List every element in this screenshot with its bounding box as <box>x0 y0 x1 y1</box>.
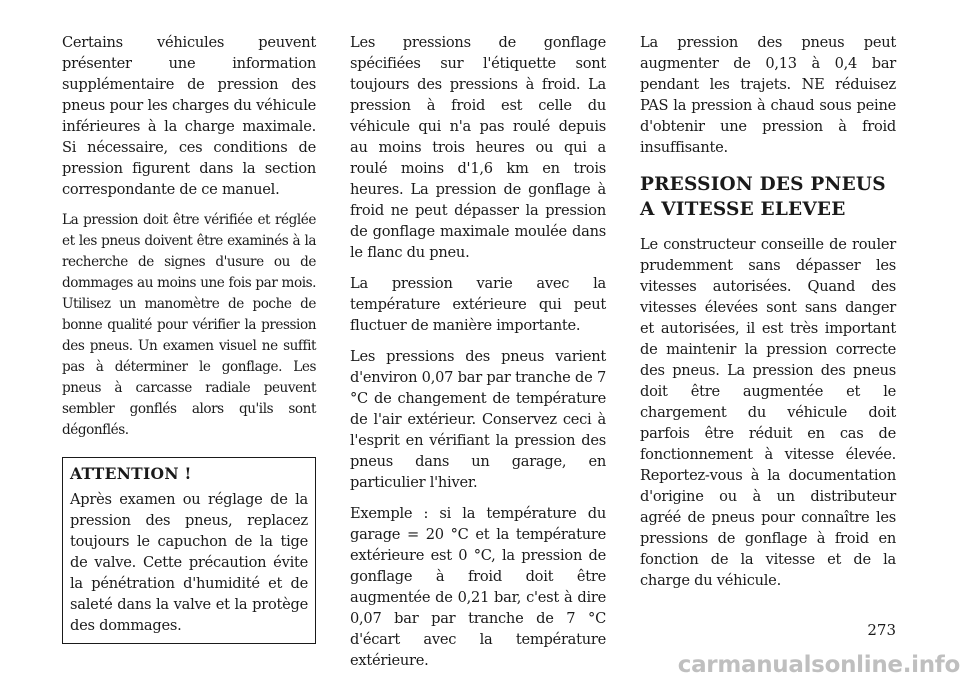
page-number: 273 <box>867 621 896 639</box>
watermark: carmanualsonline.info <box>677 652 960 678</box>
section-heading: PRESSION DES PNEUS A VITESSE ELEVEE <box>640 174 886 220</box>
warning-title: ATTENTION ! <box>70 464 192 483</box>
paragraph: La pression varie avec la température extérieure qui peut fluctuer de manière importante. <box>350 275 606 334</box>
warning-box <box>62 457 316 644</box>
text-column-1 <box>62 32 316 644</box>
paragraph: La pression doit être vérifiée et réglée et les pneus doivent être examinés à la recherche de signes d'usure ou de dommages au moins une fois par mois. Utilisez un manomètre de poche de bonne qualité pour vérifier la pression des pneus. Un examen visuel ne suffit pas à déterminer le gonflage. Les pneus à carcasse radiale peuvent sembler gonflés alors qu'ils sont dégonflés. <box>62 212 316 438</box>
text-column-3 <box>640 32 896 601</box>
paragraph: Exemple : si la température du garage = 20 °C et la température extérieure est 0 °C, la pression de gonflage à froid doit être augmentée de 0,21 bar, c'est à dire 0,07 bar par tranche de 7 °C d'écart avec la température extérieure. <box>350 505 606 669</box>
paragraph: Les pressions des pneus varient d'environ 0,07 bar par tranche de 7 °C de changement de température de l'air extérieur. Conservez ceci à l'esprit en vérifiant la pression des pneus dans un garage, en particulier l'hiver. <box>350 348 606 491</box>
warning-text: Après examen ou réglage de la pression des pneus, replacez toujours le capuchon de la tige de valve. Cette précaution évite la pénétration d'humidité et de saleté dans la valve et la protège des dommages. <box>70 491 308 634</box>
paragraph: Certains véhicules peuvent présenter une information supplémentaire de pression des pneus pour les charges du véhicule inférieures à la charge maximale. Si nécessaire, ces conditions de pression figurent dans la section correspondante de ce manuel. <box>62 34 316 198</box>
paragraph: Les pressions de gonflage spécifiées sur l'étiquette sont toujours des pressions à froid. La pression à froid est celle du véhicule qui n'a pas roulé depuis au moins trois heures ou qui a roulé moins d'1,6 km en trois heures. La pression de gonflage à froid ne peut dépasser la pression de gonflage maximale moulée dans le flanc du pneu. <box>350 34 606 261</box>
paragraph: Le constructeur conseille de rouler prudemment sans dépasser les vitesses autorisées. Quand des vitesses élevées sont sans danger et autorisées, il est très important de maintenir la pression correcte des pneus. La pression des pneus doit être augmentée et le chargement du véhicule doit parfois être réduit en cas de fonctionnement à vitesse élevée. Reportez-vous à la documentation d'origine ou à un distributeur agréé de pneus pour connaître les pressions de gonflage à froid en fonction de la vitesse et de la charge du véhicule. <box>640 236 896 589</box>
text-column-2 <box>350 32 606 681</box>
paragraph: La pression des pneus peut augmenter de 0,13 à 0,4 bar pendant les trajets. NE réduisez PAS la pression à chaud sous peine d'obtenir une pression à froid insuffisante. <box>640 34 896 156</box>
